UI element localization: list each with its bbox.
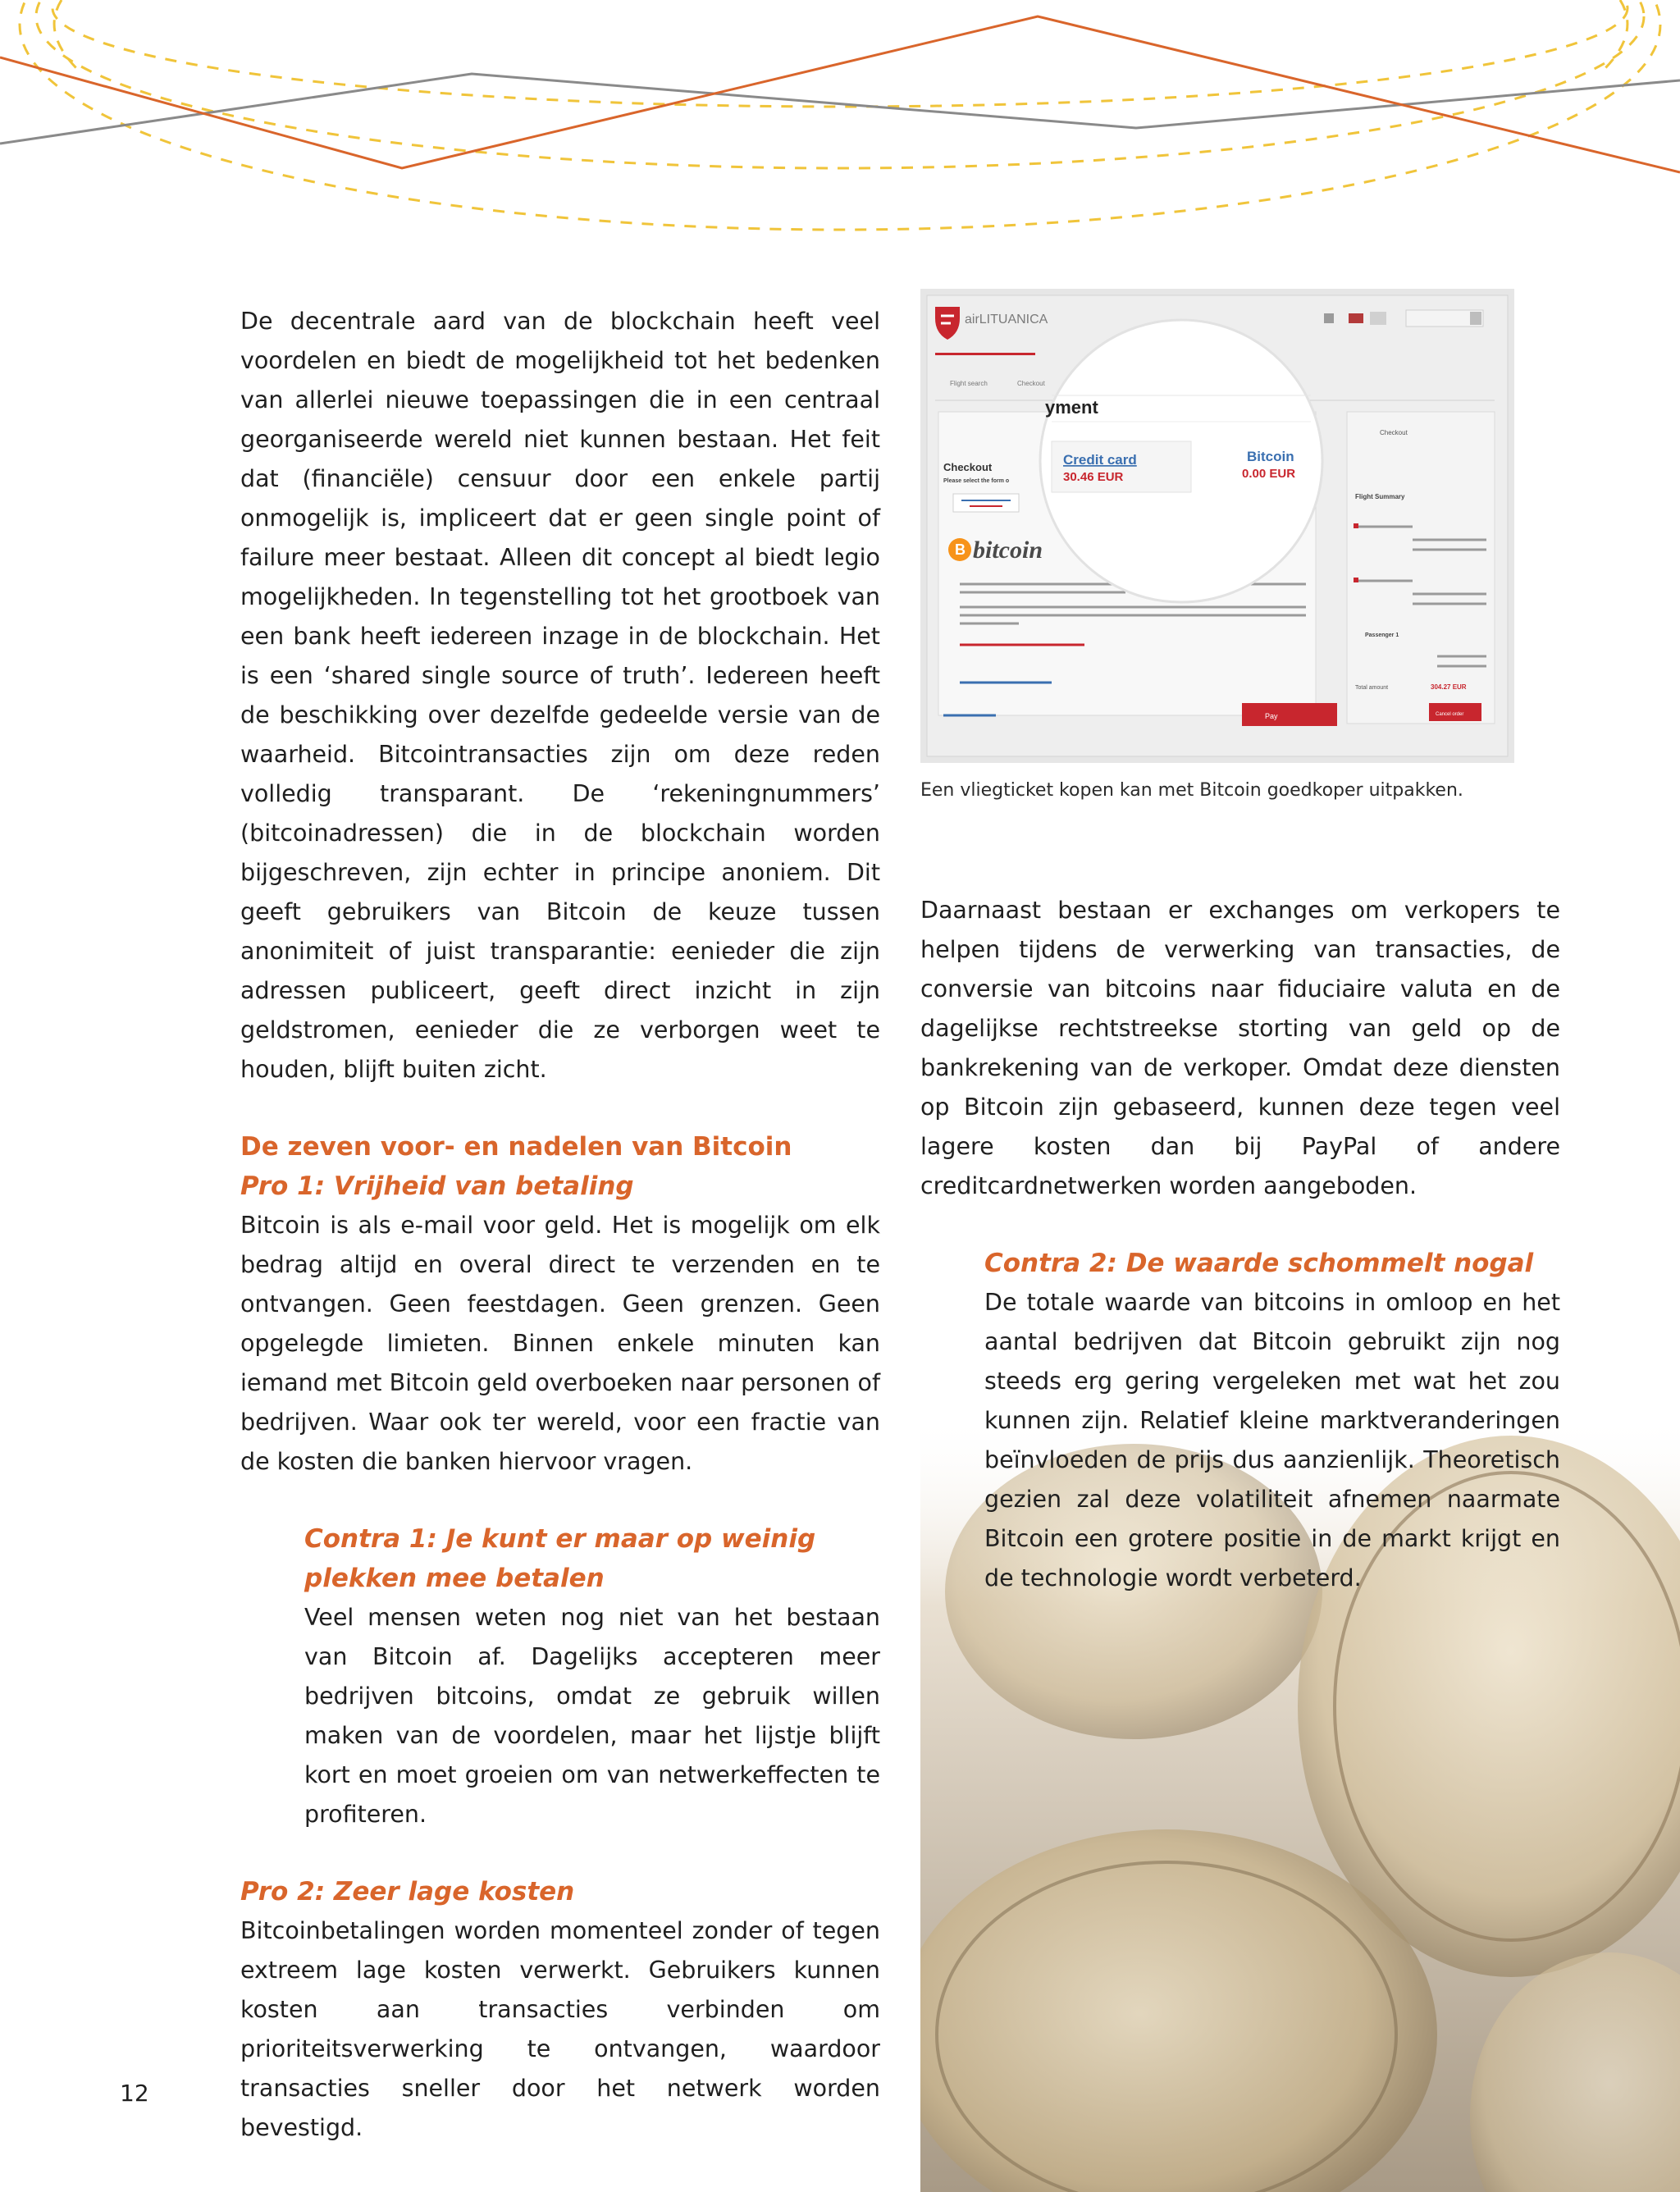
nav-checkout: Checkout: [1017, 380, 1045, 387]
payment-heading: yment: [1045, 397, 1098, 418]
contra1-block: [304, 1519, 880, 1834]
passenger-label: Passenger 1: [1365, 632, 1399, 638]
bitcoin-option: Bitcoin: [1247, 449, 1294, 464]
checkout-subtitle: Please select the form o: [943, 478, 1010, 484]
magnifier-overlay: [1040, 320, 1322, 602]
contra1-heading: Contra 1: Je kunt er maar op weinig plekken mee betalen: [304, 1524, 816, 1593]
svg-text:B: B: [955, 541, 966, 558]
checkout-label: Checkout: [943, 461, 993, 473]
pro2-paragraph: Bitcoinbetalingen worden momenteel zonder of tegen extreem lage kosten verwerkt. Gebruikers kunnen kosten aan transacties verbinden om prioriteitsverwerking te ontvangen, waardoor transacties sneller door het netwerk worden bevestigd.: [240, 1917, 880, 2141]
contra2-heading: Contra 2: De waarde schommelt nogal: [984, 1249, 1534, 1278]
intro-paragraph: De decentrale aard van de blockchain heeft veel voordelen en biedt de mogelijkheid tot het bedenken van allerlei nieuwe toepassingen die in een centraal georganiseerde wereld niet kunnen bestaan. Het feit dat (financiële) censuur door een enkele partij onmogelijk is, impliceert dat er geen single point of failure meer bestaat. Alleen dit concept al biedt legio mogelijkheden. In tegenstelling tot het grootboek van een bank heeft iedereen inzage in de blockchain. Het is een ‘shared single source of truth’. Iedereen heeft de beschikking over dezelfde gedeelde versie van de waarheid. Bitcointransacties zijn om deze reden volledig transparant. De ‘rekeningnummers’ (bitcoinadressen) die in de blockchain worden bijgeschreven, zijn echter in principe anoniem. Dit geeft gebruikers van Bitcoin de keuze tussen anonimiteit of juist transparantie: eenieder die zijn adressen publiceert, geeft direct inzicht in zijn geldstromen, eenieder die ze verborgen weet te houden, blijft buiten zicht.: [240, 308, 880, 1083]
bitcoin-logo: [948, 538, 971, 561]
contra2-paragraph: De totale waarde van bitcoins in omloop en het aantal bedrijven dat Bitcoin gebruikt zijn nog steeds erg gering vergeleken met wat het zou kunnen zijn. Relatief kleine marktveranderingen beïnvloeden de prijs dus aanzienlijk. Theoretisch gezien zal deze volatiliteit afnemen naarmate Bitcoin een grotere positie in de markt krijgt en de technologie wordt verbeterd.: [984, 1289, 1560, 1591]
pay-button-label: Pay: [1265, 712, 1278, 720]
screenshot-caption: Een vliegticket kopen kan met Bitcoin goedkoper uitpakken.: [920, 780, 1463, 801]
header-decoration: [0, 0, 1680, 246]
section-heading: De zeven voor- en nadelen van Bitcoin: [240, 1132, 792, 1162]
total-label: Total amount: [1355, 685, 1389, 691]
flight-summary-label: Flight Summary: [1355, 493, 1405, 500]
pro1-heading: Pro 1: Vrijheid van betaling: [240, 1171, 634, 1201]
checkout-screenshot: [920, 289, 1514, 763]
credit-card-price: 30.46 EUR: [1063, 470, 1124, 484]
pro1-paragraph: Bitcoin is als e-mail voor geld. Het is mogelijk om elk bedrag altijd en overal direct te verzenden en te ontvangen. Geen feestdagen. Geen grenzen. Geen opgelegde limieten. Binnen enkele minuten kan iemand met Bitcoin geld overboeken naar personen of bedrijven. Waar ook ter wereld, voor een fractie van de kosten die banken hiervoor vragen.: [240, 1212, 880, 1475]
total-value: 304.27 EUR: [1431, 683, 1467, 691]
checkout-step-label: Checkout: [1380, 429, 1408, 436]
page-number: 12: [120, 2080, 149, 2107]
exchanges-paragraph: Daarnaast bestaan er exchanges om verkopers te helpen tijdens de verwerking van transacties, de conversie van bitcoins naar fiduciaire valuta en de dagelijkse rechtstreekse storting van geld op de bankrekening van de verkoper. Omdat deze diensten op Bitcoin zijn gebaseerd, kunnen deze tegen veel lagere kosten dan bij PayPal of andere creditcardnetwerken worden aangeboden.: [920, 897, 1560, 1199]
cancel-order-label: Cancel order: [1436, 712, 1464, 717]
bitcoin-wordmark: bitcoin: [973, 537, 1043, 564]
nav-flight-search: Flight search: [950, 380, 988, 387]
pro2-heading: Pro 2: Zeer lage kosten: [240, 1877, 575, 1907]
contra2-block: [984, 1244, 1560, 1598]
right-column: [920, 891, 1560, 1598]
bitcoin-price: 0.00 EUR: [1242, 467, 1296, 481]
left-column: [240, 302, 880, 2148]
credit-card-option: Credit card: [1063, 452, 1137, 468]
pay-button: [1242, 703, 1337, 726]
contra1-paragraph: Veel mensen weten nog niet van het bestaan van Bitcoin af. Dagelijks accepteren meer bedrijven bitcoins, omdat ze gebruik willen maken van de voordelen, maar het lijstje blijft kort en moet groeien om van netwerkeffecten te profiteren.: [304, 1604, 880, 1828]
brand-name: airLITUANICA: [965, 313, 1048, 327]
